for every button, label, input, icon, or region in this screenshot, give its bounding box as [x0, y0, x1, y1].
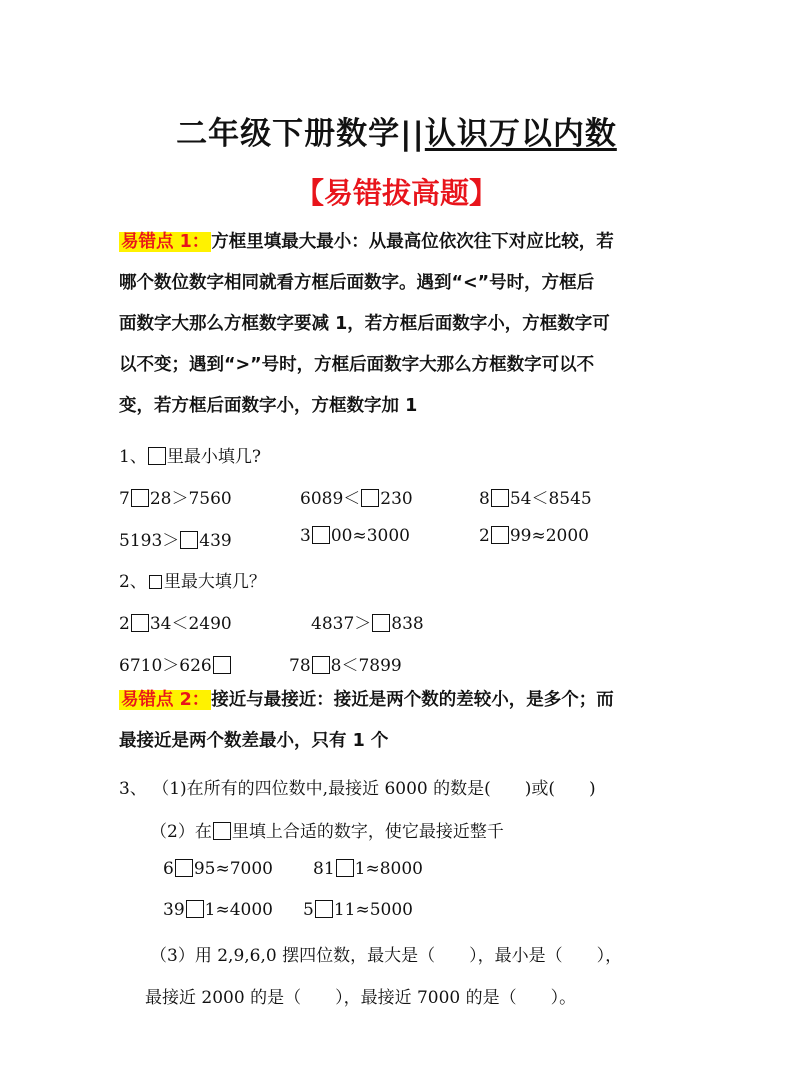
question-1: 1、 里最小填几? [119, 447, 261, 467]
page-title: 二年级下册数学||认识万以内数 [176, 116, 617, 152]
question-3-part-1: 3、 （1)在所有的四位数中,最接近 6000 的数是( )或( ) [119, 779, 596, 799]
q3-item: 6 95≈7000 [163, 859, 273, 879]
question-3-part-3: （3）用 2,9,6,0 摆四位数，最大是（ ），最小是（ ）， [150, 946, 623, 966]
answer-box[interactable] [186, 900, 204, 918]
q1-item: 2 99≈2000 [479, 526, 589, 546]
answer-box[interactable] [148, 447, 166, 465]
answer-box[interactable] [131, 489, 149, 507]
answer-box[interactable] [180, 531, 198, 549]
answer-box[interactable] [213, 822, 231, 840]
answer-box[interactable] [361, 489, 379, 507]
q3-item: 81 1≈8000 [313, 859, 423, 879]
tip-2-label: 易错点 2： [121, 690, 210, 710]
q3-item: 39 1≈4000 [163, 900, 273, 920]
question-3-part-3-cont: 最接近 2000 的是（ ），最接近 7000 的是（ ）。 [145, 988, 577, 1008]
tip-2: 易错点 2： 接近与最接近：接近是两个数的差较小，是多个；而 最接近是两个数差最小，只有 1 个 [119, 690, 614, 751]
question-3-part-2: （2）在 里填上合适的数字，使它最接近整千 [150, 822, 504, 842]
q1-item: 5193＞ 439 [119, 531, 232, 551]
answer-box[interactable] [491, 526, 509, 544]
q1-item: 7 28＞7560 [119, 489, 232, 509]
q2-item: 6710＞626 [119, 651, 232, 676]
q2-item: 78 8＜7899 [289, 656, 402, 676]
answer-box[interactable] [315, 900, 333, 918]
answer-box[interactable] [149, 575, 162, 589]
answer-box[interactable] [213, 656, 231, 674]
answer-box[interactable] [312, 526, 330, 544]
answer-box[interactable] [336, 859, 354, 877]
q2-item: 4837＞ 838 [311, 614, 424, 634]
q2-item: 2 34＜2490 [119, 614, 232, 634]
tip-1-label: 易错点 1： [121, 232, 210, 252]
tip-1: 易错点 1： 方框里填最大最小：从最高位依次往下对应比较，若 哪个数位数字相同就看方框后面数字。遇到“<”号时，方框后 面数字大那么方框数字要减 1，若方框后面数字小，方框数字可 以不变；遇到“>”号时，方框后面数字大那么方框数字可以不 变，若方框后面数字小，方框数字加 1 [119, 232, 614, 416]
answer-box[interactable] [131, 614, 149, 632]
q1-item: 8 54＜8545 [479, 489, 592, 509]
page-subtitle: 【易错拔高题】 [294, 176, 498, 210]
answer-box[interactable] [372, 614, 390, 632]
question-2: 2、 里最大填几？ [119, 572, 266, 592]
answer-box[interactable] [312, 656, 330, 674]
q3-item: 5 11≈5000 [303, 900, 413, 920]
q1-item: 3 00≈3000 [300, 526, 410, 546]
answer-box[interactable] [175, 859, 193, 877]
q1-item: 6089＜ 230 [300, 489, 413, 509]
answer-box[interactable] [491, 489, 509, 507]
